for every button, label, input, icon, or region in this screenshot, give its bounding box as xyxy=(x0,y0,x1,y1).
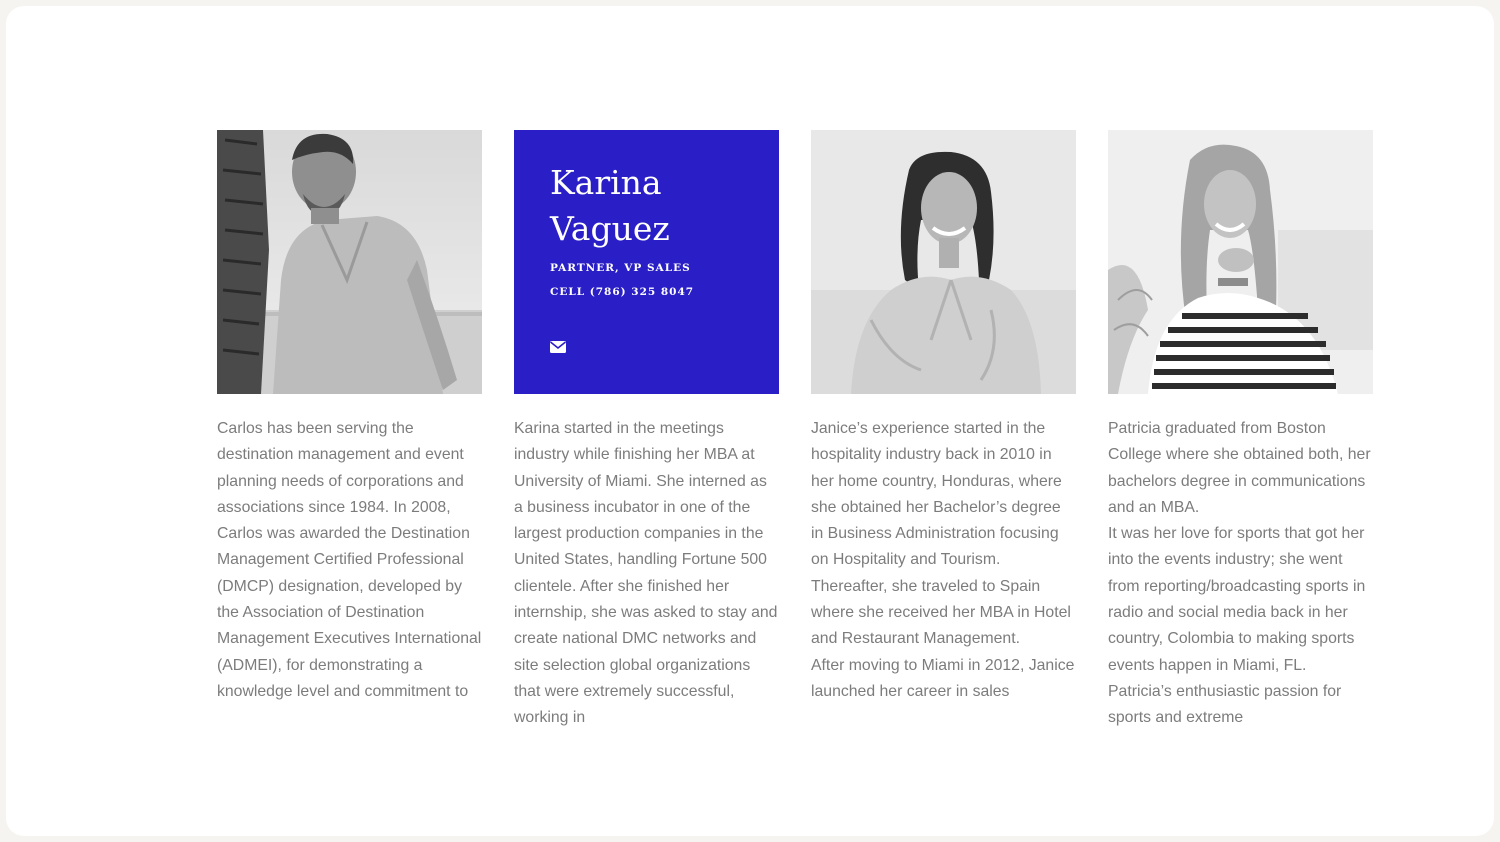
karina-info-card[interactable] xyxy=(514,130,779,394)
team-member-patricia xyxy=(1108,130,1374,728)
janice-photo[interactable] xyxy=(811,130,1076,394)
team-member-karina xyxy=(514,130,780,728)
carlos-bio xyxy=(217,416,483,728)
member-phone: CELL (786) 325 8047 xyxy=(550,286,695,298)
team-grid xyxy=(217,130,1377,740)
bio-paragraph: Janice’s experience started in the hospitality industry back in 2010 in her home country, Honduras, where she obtained her Bachelor’s degree in Business Administration focusing on Hospitality and Tourism. Thereafter, she traveled to Spain where she received her MBA in Hotel and Restaurant Management. xyxy=(811,420,1071,648)
member-name: Karina Vaguez xyxy=(550,163,670,248)
patricia-photo-image xyxy=(1108,130,1373,394)
bio-paragraph: Karina started in the meetings industry while finishing her MBA at University of Miami. She interned as a business incubator in one of the largest production companies in the United States, handling Fortune 500 clientele. After she finished her internship, she was asked to stay and create national DMC networks and site selection global organizations that were extremely successful, working in xyxy=(514,420,778,727)
member-role: PARTNER, VP SALES xyxy=(550,262,691,274)
envelope-icon[interactable] xyxy=(550,341,566,353)
team-member-janice xyxy=(811,130,1077,728)
carlos-photo-image xyxy=(217,130,482,394)
janice-photo-image xyxy=(811,130,1076,394)
bio-paragraph: After moving to Miami in 2012, Janice launched her career in sales xyxy=(811,656,1075,700)
bio-paragraph: Patricia graduated from Boston College where she obtained both, her bachelors degree in communications and an MBA. xyxy=(1108,420,1371,516)
karina-bio xyxy=(514,416,780,728)
janice-bio xyxy=(811,416,1077,728)
team-member-carlos xyxy=(217,130,483,728)
page-card xyxy=(6,6,1494,836)
patricia-bio xyxy=(1108,416,1374,728)
bio-paragraph: Carlos has been serving the destination management and event planning needs of corporations and associations since 1984. In 2008, Carlos was awarded the Destination Management Certified Professional (DMCP) designation, developed by the Association of Destination Management Executives International (ADMEI), for demonstrating a knowledge level and commitment to xyxy=(217,420,482,700)
patricia-photo[interactable] xyxy=(1108,130,1373,394)
carlos-photo[interactable] xyxy=(217,130,482,394)
bio-paragraph: It was her love for sports that got her into the events industry; she went from reporting/broadcasting sports in radio and social media back in her country, Colombia to making sports events happen in Miami, FL. Patricia’s enthusiastic passion for sports and extreme xyxy=(1108,525,1366,727)
